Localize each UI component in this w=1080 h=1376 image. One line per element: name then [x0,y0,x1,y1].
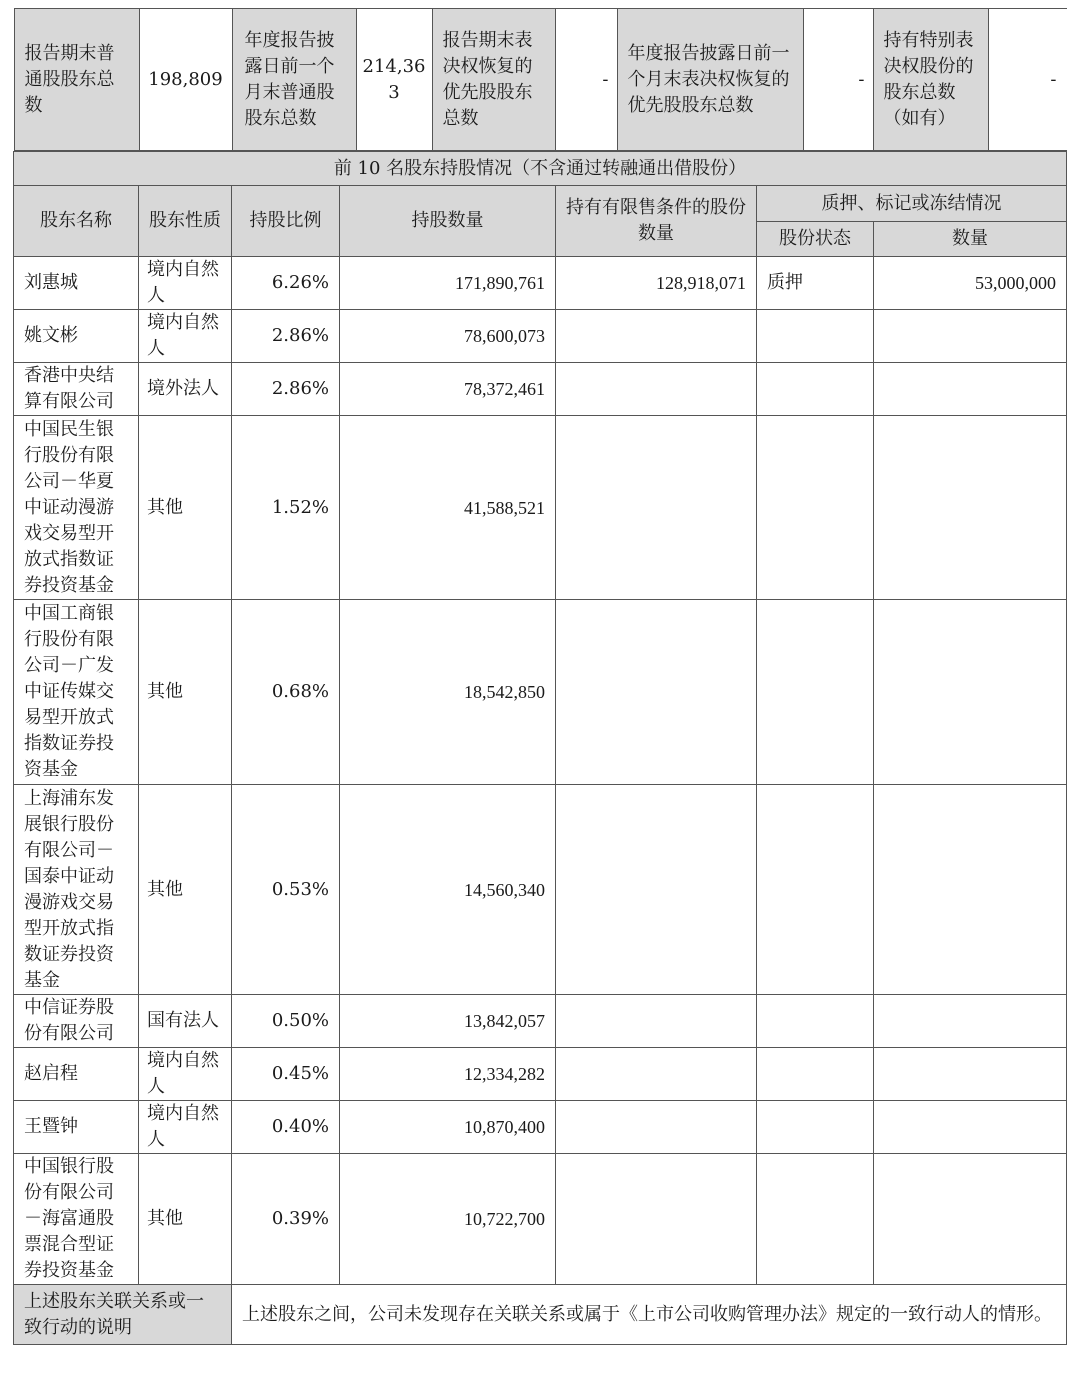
holder-restricted [556,363,757,416]
holder-pledged [874,995,1067,1048]
holder-nature: 其他 [139,1154,232,1285]
holder-ratio: 1.52% [232,416,340,600]
holder-ratio: 0.45% [232,1048,340,1101]
holder-nature: 境内自然人 [139,310,232,363]
holder-ratio: 6.26% [232,257,340,310]
holder-pledge-status [757,600,874,785]
holder-quantity: 78,372,461 [340,363,556,416]
holder-quantity: 41,588,521 [340,416,556,600]
holder-quantity: 12,334,282 [340,1048,556,1101]
holder-pledged [874,1101,1067,1154]
holder-name: 中国银行股份有限公司－海富通股票混合型证券投资基金 [14,1154,139,1285]
holder-pledge-status [757,785,874,995]
holder-quantity: 78,600,073 [340,310,556,363]
holder-restricted [556,1101,757,1154]
table-row [14,310,1067,363]
holder-pledge-status [757,1048,874,1101]
holder-pledge-status: 质押 [757,257,874,310]
holder-name: 中信证券股份有限公司 [14,995,139,1048]
relation-label: 上述股东关联关系或一致行动的说明 [14,1285,232,1345]
holder-restricted [556,785,757,995]
header-row-1 [14,186,1067,222]
table-row [14,995,1067,1048]
holder-ratio: 0.40% [232,1101,340,1154]
holder-pledged [874,363,1067,416]
holder-pledge-status [757,363,874,416]
table-row [14,785,1067,995]
section-title: 前 10 名股东持股情况（不含通过转融通出借股份） [14,152,1067,186]
holder-restricted [556,1154,757,1285]
holder-pledge-status [757,995,874,1048]
holder-pledge-status [757,1101,874,1154]
pref-restored-value: - [555,9,617,151]
holder-restricted [556,600,757,785]
table-row [14,416,1067,600]
holder-restricted [556,416,757,600]
header-name: 股东名称 [14,186,139,257]
holder-nature: 其他 [139,785,232,995]
holder-nature: 国有法人 [139,995,232,1048]
prev-month-holders-value: 214,363 [356,9,432,151]
prev-month-holders-label: 年度报告披露日前一个月末普通股股东总数 [232,9,356,151]
header-quantity: 持股数量 [340,186,556,257]
common-holders-value: 198,809 [139,9,232,151]
relation-text: 上述股东之间，公司未发现存在关联关系或属于《上市公司收购管理办法》规定的一致行动人的情形。 [232,1285,1067,1345]
holder-pledged [874,310,1067,363]
holder-pledge-status [757,416,874,600]
holder-name: 上海浦东发展银行股份有限公司－国泰中证动漫游戏交易型开放式指数证券投资基金 [14,785,139,995]
holder-nature: 境外法人 [139,363,232,416]
holder-pledged [874,1048,1067,1101]
prev-month-pref-value: - [803,9,873,151]
holder-pledged [874,416,1067,600]
holder-ratio: 0.39% [232,1154,340,1285]
holder-pledged [874,1154,1067,1285]
table-row [14,363,1067,416]
header-pledge-status: 股份状态 [757,222,874,257]
holder-nature: 境内自然人 [139,257,232,310]
holder-ratio: 2.86% [232,310,340,363]
header-pledge-group: 质押、标记或冻结情况 [757,186,1067,222]
summary-row [14,8,1067,152]
holder-pledge-status [757,1154,874,1285]
holder-name: 中国工商银行股份有限公司－广发中证传媒交易型开放式指数证券投资基金 [14,600,139,785]
holder-restricted [556,1048,757,1101]
header-pledge-quantity: 数量 [874,222,1067,257]
holder-name: 中国民生银行股份有限公司－华夏中证动漫游戏交易型开放式指数证券投资基金 [14,416,139,600]
holder-ratio: 2.86% [232,363,340,416]
holder-quantity: 14,560,340 [340,785,556,995]
holder-quantity: 13,842,057 [340,995,556,1048]
holder-pledged [874,600,1067,785]
holder-quantity: 10,870,400 [340,1101,556,1154]
table-row [14,600,1067,785]
shareholder-table [13,8,1067,1345]
holder-pledged [874,785,1067,995]
header-restricted: 持有有限售条件的股份数量 [556,186,757,257]
holder-name: 王暨钟 [14,1101,139,1154]
holder-nature: 其他 [139,416,232,600]
section-title-row [14,152,1067,186]
header-nature: 股东性质 [139,186,232,257]
summary-table [14,8,1067,151]
holder-restricted [556,995,757,1048]
holder-nature: 境内自然人 [139,1101,232,1154]
table-row [14,1048,1067,1101]
holder-nature: 境内自然人 [139,1048,232,1101]
holder-nature: 其他 [139,600,232,785]
common-holders-label: 报告期末普通股股东总数 [14,9,139,151]
footer-row [14,1285,1067,1345]
table-row [14,1101,1067,1154]
holder-ratio: 0.68% [232,600,340,785]
pref-restored-label: 报告期末表决权恢复的优先股股东总数 [432,9,555,151]
table-row [14,1154,1067,1285]
holder-name: 赵启程 [14,1048,139,1101]
holder-ratio: 0.53% [232,785,340,995]
holder-name: 姚文彬 [14,310,139,363]
holder-name: 刘惠城 [14,257,139,310]
holder-restricted [556,310,757,363]
holder-quantity: 171,890,761 [340,257,556,310]
header-ratio: 持股比例 [232,186,340,257]
holder-restricted: 128,918,071 [556,257,757,310]
special-voting-label: 持有特别表决权股份的股东总数（如有） [873,9,988,151]
table-row [14,257,1067,310]
holder-quantity: 18,542,850 [340,600,556,785]
holder-name: 香港中央结算有限公司 [14,363,139,416]
holder-pledged: 53,000,000 [874,257,1067,310]
holder-pledge-status [757,310,874,363]
special-voting-value: - [988,9,1067,151]
prev-month-pref-label: 年度报告披露日前一个月末表决权恢复的优先股股东总数 [617,9,803,151]
holder-ratio: 0.50% [232,995,340,1048]
holder-quantity: 10,722,700 [340,1154,556,1285]
